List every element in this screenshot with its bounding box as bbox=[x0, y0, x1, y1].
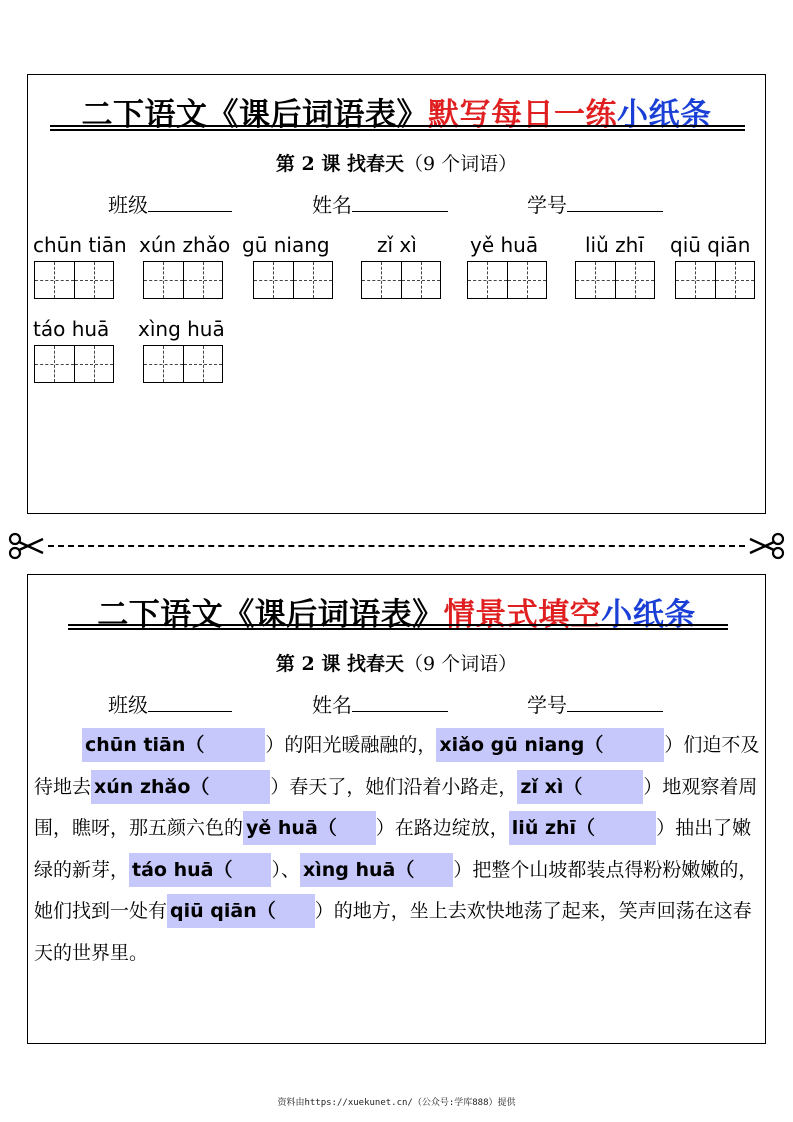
fill-in-card bbox=[27, 574, 766, 1044]
class-field[interactable] bbox=[108, 689, 232, 718]
writing-grid-8[interactable] bbox=[34, 345, 114, 383]
pinyin-prompt: liǔ zhī（ bbox=[511, 817, 596, 839]
student-id-field[interactable] bbox=[527, 689, 663, 718]
passage-text: ）抽出了嫩绿的新芽， bbox=[34, 817, 752, 881]
cut-line bbox=[8, 532, 785, 560]
passage-text: ）地观察着周围，瞧呀，那五颜六色的 bbox=[34, 775, 758, 839]
passage-text: ）、 bbox=[271, 858, 300, 881]
dashed-cut-line bbox=[48, 545, 745, 547]
passage-text: ）把整个山坡都装点得粉粉嫩嫩的，她们找到一处有 bbox=[34, 858, 758, 922]
scissors-right-icon bbox=[749, 532, 785, 560]
writing-grid-1[interactable] bbox=[34, 261, 114, 299]
passage-text: ）的地方，坐上去欢快地荡了起来，笑声回荡在这春天的世界里。 bbox=[34, 900, 752, 964]
passage-text: ）的阳光暖融融的， bbox=[265, 734, 437, 756]
pinyin-prompt: qiū qiān（ bbox=[170, 900, 276, 922]
source-footer: 资料由https://xuekunet.cn/（公众号:学库888）提供 bbox=[277, 1098, 516, 1108]
class-blank[interactable] bbox=[148, 693, 232, 712]
class-label: 班级 bbox=[108, 693, 148, 717]
writing-grid-6[interactable] bbox=[575, 261, 655, 299]
title-main-text: 二下语文《课后词语表》 bbox=[97, 597, 444, 633]
pinyin-prompt: xún zhǎo（ bbox=[94, 775, 210, 798]
name-label: 姓名 bbox=[312, 193, 352, 217]
blank-xun-zhao[interactable] bbox=[91, 770, 270, 804]
blank-chun-tian[interactable] bbox=[82, 728, 265, 762]
blank-xing-hua[interactable] bbox=[300, 853, 453, 887]
blank-ye-hua[interactable] bbox=[243, 811, 376, 845]
lesson-heading bbox=[28, 649, 765, 676]
pinyin-word-6: liǔ zhī bbox=[585, 233, 644, 257]
blank-zi-xi[interactable] bbox=[517, 770, 643, 804]
writing-grid-5[interactable] bbox=[467, 261, 547, 299]
pinyin-word-5: yě huā bbox=[470, 233, 539, 257]
pinyin-word-7: qiū qiān bbox=[670, 233, 751, 257]
class-label: 班级 bbox=[108, 193, 148, 217]
title-blue-text: 小纸条 bbox=[601, 597, 696, 633]
passage-text: ）春天了，她们沿着小路走， bbox=[270, 775, 518, 798]
name-field[interactable] bbox=[312, 689, 448, 718]
title-underline bbox=[68, 624, 728, 630]
dictation-card bbox=[27, 74, 766, 514]
lesson-title: 第 2 课 找春天 bbox=[275, 653, 404, 675]
pinyin-word-8: táo huā bbox=[33, 317, 110, 341]
pinyin-word-3: gū niang bbox=[242, 233, 330, 257]
lesson-word-count: （9 个词语） bbox=[403, 653, 518, 675]
student-id-field[interactable] bbox=[527, 189, 663, 218]
blank-qiu-qian[interactable] bbox=[167, 894, 315, 928]
name-blank[interactable] bbox=[352, 193, 448, 212]
lesson-word-count: （9 个词语） bbox=[403, 153, 518, 175]
passage-text: ）们迫不及待地去 bbox=[34, 734, 760, 798]
pinyin-prompt: yě huā（ bbox=[246, 817, 337, 839]
pinyin-prompt: xìng huā（ bbox=[302, 858, 415, 881]
student-id-label: 学号 bbox=[527, 193, 567, 217]
pinyin-word-2: xún zhǎo bbox=[139, 233, 231, 257]
writing-grid-9[interactable] bbox=[143, 345, 223, 383]
title-red-text: 默写每日一练 bbox=[428, 97, 617, 133]
title-underline bbox=[50, 125, 745, 131]
class-blank[interactable] bbox=[148, 193, 232, 212]
pinyin-word-1: chūn tiān bbox=[33, 233, 127, 257]
pinyin-word-4: zǐ xì bbox=[377, 233, 417, 257]
passage-text: ）在路边绽放， bbox=[375, 817, 509, 839]
pinyin-prompt: xiǎo gū niang（ bbox=[439, 734, 604, 756]
name-field[interactable] bbox=[312, 189, 448, 218]
lesson-title: 第 2 课 找春天 bbox=[275, 153, 404, 175]
name-blank[interactable] bbox=[352, 693, 448, 712]
title-red-text: 情景式填空 bbox=[443, 597, 602, 633]
pinyin-prompt: chūn tiān（ bbox=[85, 734, 205, 756]
name-label: 姓名 bbox=[312, 693, 352, 717]
pinyin-prompt: zǐ xì（ bbox=[520, 775, 583, 798]
blank-tao-hua[interactable] bbox=[129, 853, 271, 887]
student-id-label: 学号 bbox=[527, 693, 567, 717]
blank-liu-zhi[interactable] bbox=[509, 811, 656, 845]
pinyin-prompt: táo huā（ bbox=[132, 858, 233, 881]
fill-in-passage bbox=[34, 725, 760, 974]
title-main-text: 二下语文《课后词语表》 bbox=[81, 97, 428, 133]
class-field[interactable] bbox=[108, 189, 232, 218]
scissors-left-icon bbox=[8, 532, 44, 560]
writing-grid-2[interactable] bbox=[143, 261, 223, 299]
title-blue-text: 小纸条 bbox=[617, 97, 712, 133]
student-id-blank[interactable] bbox=[567, 693, 663, 712]
blank-xiao-gu-niang[interactable] bbox=[436, 728, 664, 762]
writing-grid-3[interactable] bbox=[253, 261, 333, 299]
writing-grid-4[interactable] bbox=[361, 261, 441, 299]
student-id-blank[interactable] bbox=[567, 193, 663, 212]
pinyin-word-9: xìng huā bbox=[138, 317, 225, 341]
writing-grid-7[interactable] bbox=[675, 261, 755, 299]
lesson-heading bbox=[28, 149, 765, 176]
